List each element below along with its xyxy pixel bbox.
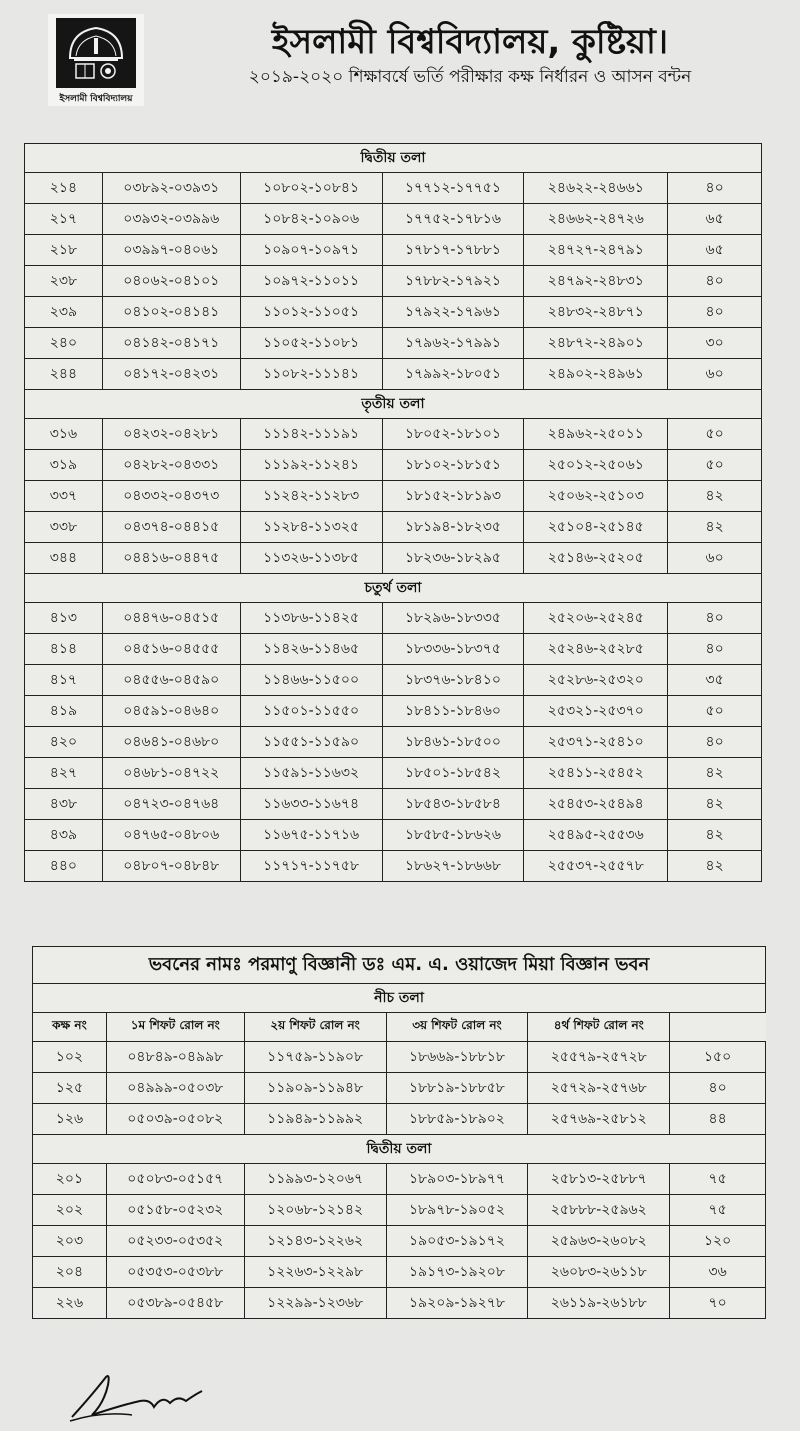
seat-count: ৪০ [668, 603, 762, 634]
shift-3-roll-range: ১৯২০৯-১৯২৭৮ [386, 1288, 528, 1319]
shift-4-roll-range: ২৪৬৬২-২৪৭২৬ [524, 204, 668, 235]
shift-4-roll-range: ২৪৮৭২-২৪৯০১ [524, 328, 668, 359]
table-row [33, 1226, 766, 1257]
shift-1-roll-range: ০৩৯৯৭-০৪০৬১ [102, 235, 240, 266]
shift-2-roll-range: ১১৯৯৩-১২০৬৭ [244, 1164, 386, 1195]
table-row [25, 820, 762, 851]
table-row [25, 665, 762, 696]
shift-1-roll-range: ০৪৪১৬-০৪৪৭৫ [102, 543, 240, 574]
shift-2-roll-range: ১১৫০১-১১৫৫০ [240, 696, 382, 727]
shift-2-roll-range: ১১৫৯১-১১৬৩২ [240, 758, 382, 789]
shift-2-roll-range: ১০৯০৭-১০৯৭১ [240, 235, 382, 266]
shift-2-roll-range: ১২২৯৯-১২৩৬৮ [244, 1288, 386, 1319]
room-number: ১২৬ [33, 1104, 107, 1135]
table-row [25, 173, 762, 204]
shift-4-roll-range: ২৫৮১৩-২৫৮৮৭ [528, 1164, 670, 1195]
shift-1-roll-range: ০৪৭২৩-০৪৭৬৪ [102, 789, 240, 820]
table-row [25, 512, 762, 543]
shift-1-roll-range: ০৪২৮২-০৪৩৩১ [102, 450, 240, 481]
seat-count: ৩৬ [670, 1257, 766, 1288]
shift-2-roll-range: ১১৬৭৫-১১৭১৬ [240, 820, 382, 851]
room-number: ২১৪ [25, 173, 103, 204]
shift-4-roll-range: ২৫৪৫৩-২৫৪৯৪ [524, 789, 668, 820]
room-number: ২৩৯ [25, 297, 103, 328]
room-number: ২০১ [33, 1164, 107, 1195]
shift-2-roll-range: ১১০১২-১১০৫১ [240, 297, 382, 328]
shift-2-roll-range: ১১৪৬৬-১১৫০০ [240, 665, 382, 696]
table-row [25, 696, 762, 727]
shift-1-roll-range: ০৪১০২-০৪১৪১ [102, 297, 240, 328]
shift-3-roll-range: ১৮৪১১-১৮৪৬০ [382, 696, 524, 727]
table-row [25, 359, 762, 390]
shift-4-roll-range: ২৫৭২৯-২৫৭৬৮ [528, 1073, 670, 1104]
seat-count: ৫০ [668, 419, 762, 450]
shift-3-roll-range: ১৮১৫২-১৮১৯৩ [382, 481, 524, 512]
column-header: ৩য় শিফট রোল নং [386, 1013, 528, 1042]
seat-count: ১২০ [670, 1226, 766, 1257]
shift-2-roll-range: ১১১৯২-১১২৪১ [240, 450, 382, 481]
shift-4-roll-range: ২৫৫৩৭-২৫৫৭৮ [524, 851, 668, 882]
seat-count: ৪২ [668, 851, 762, 882]
floor-heading: দ্বিতীয় তলা [33, 1135, 766, 1164]
shift-3-roll-range: ১৯১৭৩-১৯২০৮ [386, 1257, 528, 1288]
seat-allocation-table-2 [32, 946, 766, 1319]
shift-3-roll-range: ১৯০৫৩-১৯১৭২ [386, 1226, 528, 1257]
table-row [25, 634, 762, 665]
shift-2-roll-range: ১০৮৪২-১০৯০৬ [240, 204, 382, 235]
room-number: ৩৪৪ [25, 543, 103, 574]
shift-3-roll-range: ১৮৯৭৮-১৯০৫২ [386, 1195, 528, 1226]
shift-2-roll-range: ১১৩২৬-১১৩৮৫ [240, 543, 382, 574]
shift-2-roll-range: ১১২৮৪-১১৩২৫ [240, 512, 382, 543]
room-number: ২০২ [33, 1195, 107, 1226]
room-number: ৪১৭ [25, 665, 103, 696]
floor-heading: নীচ তলা [33, 984, 766, 1013]
shift-4-roll-range: ২৫০১২-২৫০৬১ [524, 450, 668, 481]
seat-count: ৫০ [668, 696, 762, 727]
shift-4-roll-range: ২৫৭৬৯-২৫৮১২ [528, 1104, 670, 1135]
shift-2-roll-range: ১১৯৪৯-১১৯৯২ [244, 1104, 386, 1135]
shift-2-roll-range: ১০৯৭২-১১০১১ [240, 266, 382, 297]
shift-1-roll-range: ০৪২৩২-০৪২৮১ [102, 419, 240, 450]
shift-1-roll-range: ০৫১৫৮-০৫২৩২ [106, 1195, 244, 1226]
table-row [25, 481, 762, 512]
shift-3-roll-range: ১৮৫৪৩-১৮৫৮৪ [382, 789, 524, 820]
table-row [25, 419, 762, 450]
shift-4-roll-range: ২৫২০৬-২৫২৪৫ [524, 603, 668, 634]
shift-4-roll-range: ২৪৯৬২-২৫০১১ [524, 419, 668, 450]
room-number: ৪১৯ [25, 696, 103, 727]
shift-3-roll-range: ১৮৮৫৯-১৮৯০২ [386, 1104, 528, 1135]
shift-1-roll-range: ০৪৬৮১-০৪৭২২ [102, 758, 240, 789]
table-row [25, 603, 762, 634]
shift-4-roll-range: ২৫০৬২-২৫১০৩ [524, 481, 668, 512]
shift-2-roll-range: ১২২৬৩-১২২৯৮ [244, 1257, 386, 1288]
shift-1-roll-range: ০৫০৮৩-০৫১৫৭ [106, 1164, 244, 1195]
shift-4-roll-range: ২৫৯৬৩-২৬০৮২ [528, 1226, 670, 1257]
shift-3-roll-range: ১৮০৫২-১৮১০১ [382, 419, 524, 450]
room-number: ৪৩৮ [25, 789, 103, 820]
seat-count: ৪০ [668, 173, 762, 204]
table-row [25, 851, 762, 882]
shift-1-roll-range: ০৪১৪২-০৪১৭১ [102, 328, 240, 359]
room-number: ২০৪ [33, 1257, 107, 1288]
shift-1-roll-range: ০৫৩৮৯-০৫৪৫৮ [106, 1288, 244, 1319]
shift-3-roll-range: ১৮৩৭৬-১৮৪১০ [382, 665, 524, 696]
seat-count: ৪২ [668, 820, 762, 851]
floor-row [25, 144, 762, 173]
shift-4-roll-range: ২৫৫৭৯-২৫৭২৮ [528, 1042, 670, 1073]
shift-2-roll-range: ১১৩৮৬-১১৪২৫ [240, 603, 382, 634]
floor-row [25, 390, 762, 419]
floor-row [33, 984, 766, 1013]
shift-4-roll-range: ২৫৪৯৫-২৫৫৩৬ [524, 820, 668, 851]
shift-2-roll-range: ১১০৮২-১১১৪১ [240, 359, 382, 390]
shift-1-roll-range: ০৪০৬২-০৪১০১ [102, 266, 240, 297]
shift-3-roll-range: ১৮৮১৯-১৮৮৫৮ [386, 1073, 528, 1104]
shift-4-roll-range: ২৫২৪৬-২৫২৮৫ [524, 634, 668, 665]
room-number: ২৩৮ [25, 266, 103, 297]
shift-4-roll-range: ২৪৮৩২-২৪৮৭১ [524, 297, 668, 328]
shift-4-roll-range: ২৪৭২৭-২৪৭৯১ [524, 235, 668, 266]
seat-count: ৫০ [668, 450, 762, 481]
university-logo [48, 14, 144, 106]
building-name: ভবনের নামঃ পরমাণু বিজ্ঞানী ডঃ এম. এ. ওয়াজেদ মিয়া বিজ্ঞান ভবন [33, 947, 766, 984]
table-row [25, 450, 762, 481]
seat-count: ৪২ [668, 789, 762, 820]
shift-3-roll-range: ১৮৫৮৫-১৮৬২৬ [382, 820, 524, 851]
shift-3-roll-range: ১৮১৯৪-১৮২৩৫ [382, 512, 524, 543]
seat-count: ৪০ [670, 1073, 766, 1104]
shift-1-roll-range: ০৪৪৭৬-০৪৫১৫ [102, 603, 240, 634]
shift-4-roll-range: ২৫৩৭১-২৫৪১০ [524, 727, 668, 758]
shift-2-roll-range: ১১৭৫৯-১১৯০৮ [244, 1042, 386, 1073]
shift-1-roll-range: ০৪৫৫৬-০৪৫৯০ [102, 665, 240, 696]
shift-2-roll-range: ১১০৫২-১১০৮১ [240, 328, 382, 359]
room-number: ৪২৭ [25, 758, 103, 789]
shift-3-roll-range: ১৭৯৬২-১৭৯৯১ [382, 328, 524, 359]
room-number: ৩৩৮ [25, 512, 103, 543]
seat-count: ১৫০ [670, 1042, 766, 1073]
shift-1-roll-range: ০৫২৩৩-০৫৩৫২ [106, 1226, 244, 1257]
shift-3-roll-range: ১৮৬২৭-১৮৬৬৮ [382, 851, 524, 882]
room-number: ২১৮ [25, 235, 103, 266]
seat-count: ৬০ [668, 359, 762, 390]
room-number: ২৪৪ [25, 359, 103, 390]
column-header: ১ম শিফট রোল নং [106, 1013, 244, 1042]
column-header: ২য় শিফট রোল নং [244, 1013, 386, 1042]
seat-count: ৪০ [668, 266, 762, 297]
shift-3-roll-range: ১৭৯২২-১৭৯৬১ [382, 297, 524, 328]
header-empty-cell [670, 1013, 766, 1042]
shift-2-roll-range: ১২০৬৮-১২১৪২ [244, 1195, 386, 1226]
shift-3-roll-range: ১৮৫০১-১৮৫৪২ [382, 758, 524, 789]
column-header: কক্ষ নং [33, 1013, 107, 1042]
shift-4-roll-range: ২৫৪১১-২৫৪৫২ [524, 758, 668, 789]
shift-2-roll-range: ১০৮০২-১০৮৪১ [240, 173, 382, 204]
shift-4-roll-range: ২৬০৮৩-২৬১১৮ [528, 1257, 670, 1288]
seat-allocation-table-1 [24, 143, 762, 882]
building-name-row [33, 947, 766, 984]
shift-3-roll-range: ১৭৮১৭-১৭৮৮১ [382, 235, 524, 266]
room-number: ২৪০ [25, 328, 103, 359]
column-header: ৪র্থ শিফট রোল নং [528, 1013, 670, 1042]
shift-2-roll-range: ১২১৪৩-১২২৬২ [244, 1226, 386, 1257]
seat-count: ৬৫ [668, 204, 762, 235]
seat-count: ৪২ [668, 481, 762, 512]
table-row [33, 1288, 766, 1319]
column-header-row [33, 1013, 766, 1042]
shift-2-roll-range: ১১৫৫১-১১৫৯০ [240, 727, 382, 758]
room-number: ১০২ [33, 1042, 107, 1073]
shift-2-roll-range: ১১৯০৯-১১৯৪৮ [244, 1073, 386, 1104]
table-row [25, 543, 762, 574]
shift-3-roll-range: ১৮২৯৬-১৮৩৩৫ [382, 603, 524, 634]
table-row [25, 266, 762, 297]
table-row [25, 235, 762, 266]
seat-count: ৭৫ [670, 1164, 766, 1195]
shift-4-roll-range: ২৬১১৯-২৬১৮৮ [528, 1288, 670, 1319]
room-number: ৩১৬ [25, 419, 103, 450]
shift-1-roll-range: ০৪৯৯৯-০৫০৩৮ [106, 1073, 244, 1104]
shift-4-roll-range: ২৫৮৮৮-২৫৯৬২ [528, 1195, 670, 1226]
seat-count: ৪০ [668, 634, 762, 665]
seat-count: ৩৫ [668, 665, 762, 696]
shift-4-roll-range: ২৫১০৪-২৫১৪৫ [524, 512, 668, 543]
room-number: ১২৫ [33, 1073, 107, 1104]
shift-3-roll-range: ১৮৯০৩-১৮৯৭৭ [386, 1164, 528, 1195]
seat-count: ৪৪ [670, 1104, 766, 1135]
shift-1-roll-range: ০৪৫১৬-০৪৫৫৫ [102, 634, 240, 665]
seat-count: ৭৫ [670, 1195, 766, 1226]
shift-4-roll-range: ২৫২৮৬-২৫৩২০ [524, 665, 668, 696]
seat-count: ৪২ [668, 512, 762, 543]
table-row [33, 1164, 766, 1195]
table-row [25, 328, 762, 359]
table-row [25, 789, 762, 820]
table-row [33, 1257, 766, 1288]
shift-1-roll-range: ০৩৮৯২-০৩৯৩১ [102, 173, 240, 204]
shift-2-roll-range: ১১৬৩৩-১১৬৭৪ [240, 789, 382, 820]
shift-1-roll-range: ০৩৯৩২-০৩৯৯৬ [102, 204, 240, 235]
shift-3-roll-range: ১৮৩৩৬-১৮৩৭৫ [382, 634, 524, 665]
shift-3-roll-range: ১৭৮৮২-১৭৯২১ [382, 266, 524, 297]
room-number: ৪১৪ [25, 634, 103, 665]
table-row [25, 727, 762, 758]
seat-count: ৬৫ [668, 235, 762, 266]
room-number: ২২৬ [33, 1288, 107, 1319]
room-number: ৪১৩ [25, 603, 103, 634]
shift-1-roll-range: ০৪৮০৭-০৪৮৪৮ [102, 851, 240, 882]
table-row [33, 1073, 766, 1104]
shift-4-roll-range: ২৪৬২২-২৪৬৬১ [524, 173, 668, 204]
shift-3-roll-range: ১৮২৩৬-১৮২৯৫ [382, 543, 524, 574]
seat-count: ৪০ [668, 297, 762, 328]
floor-heading: দ্বিতীয় তলা [25, 144, 762, 173]
room-number: ৪৩৯ [25, 820, 103, 851]
shift-1-roll-range: ০৪৩৭৪-০৪৪১৫ [102, 512, 240, 543]
room-number: ২১৭ [25, 204, 103, 235]
shift-1-roll-range: ০৪৫৯১-০৪৬৪০ [102, 696, 240, 727]
shift-4-roll-range: ২৪৭৯২-২৪৮৩১ [524, 266, 668, 297]
shift-4-roll-range: ২৫৩২১-২৫৩৭০ [524, 696, 668, 727]
table-row [25, 297, 762, 328]
floor-row [25, 574, 762, 603]
shift-3-roll-range: ১৮১০২-১৮১৫১ [382, 450, 524, 481]
seat-count: ৪০ [668, 727, 762, 758]
shift-3-roll-range: ১৭৭১২-১৭৭৫১ [382, 173, 524, 204]
seat-count: ৪২ [668, 758, 762, 789]
seat-count: ৬০ [668, 543, 762, 574]
table-row [25, 204, 762, 235]
shift-1-roll-range: ০৪৬৪১-০৪৬৮০ [102, 727, 240, 758]
shift-1-roll-range: ০৪৩৩২-০৪৩৭৩ [102, 481, 240, 512]
university-title: ইসলামী বিশ্ববিদ্যালয়, কুষ্টিয়া। [271, 22, 669, 62]
shift-1-roll-range: ০৪৮৪৯-০৪৯৯৮ [106, 1042, 244, 1073]
seat-count: ৭০ [670, 1288, 766, 1319]
floor-heading: চতুর্থ তলা [25, 574, 762, 603]
room-number: ৪২০ [25, 727, 103, 758]
shift-3-roll-range: ১৭৭৫২-১৭৮১৬ [382, 204, 524, 235]
signature-icon [62, 1365, 212, 1429]
floor-heading: তৃতীয় তলা [25, 390, 762, 419]
room-number: ৩১৯ [25, 450, 103, 481]
room-number: ৩৩৭ [25, 481, 103, 512]
logo-caption: ইসলামী বিশ্ববিদ্যালয় [59, 94, 133, 104]
room-number: ৪৪০ [25, 851, 103, 882]
shift-2-roll-range: ১১৪২৬-১১৪৬৫ [240, 634, 382, 665]
table-row [33, 1042, 766, 1073]
table-row [33, 1104, 766, 1135]
shift-3-roll-range: ১৮৪৬১-১৮৫০০ [382, 727, 524, 758]
room-number: ২০৩ [33, 1226, 107, 1257]
shift-2-roll-range: ১১১৪২-১১১৯১ [240, 419, 382, 450]
shift-3-roll-range: ১৭৯৯২-১৮০৫১ [382, 359, 524, 390]
shift-1-roll-range: ০৫০৩৯-০৫০৮২ [106, 1104, 244, 1135]
shift-1-roll-range: ০৪১৭২-০৪২৩১ [102, 359, 240, 390]
seat-count: ৩০ [668, 328, 762, 359]
shift-3-roll-range: ১৮৬৬৯-১৮৮১৮ [386, 1042, 528, 1073]
shift-1-roll-range: ০৫৩৫৩-০৫৩৮৮ [106, 1257, 244, 1288]
shift-1-roll-range: ০৪৭৬৫-০৪৮০৬ [102, 820, 240, 851]
document-subtitle: ২০১৯-২০২০ শিক্ষাবর্ষে ভর্তি পরীক্ষার কক্ষ নির্ধারন ও আসন বন্টন [248, 67, 692, 87]
shift-4-roll-range: ২৪৯০২-২৪৯৬১ [524, 359, 668, 390]
logo-emblem-icon [56, 18, 136, 88]
shift-2-roll-range: ১১৭১৭-১১৭৫৮ [240, 851, 382, 882]
table-row [25, 758, 762, 789]
shift-2-roll-range: ১১২৪২-১১২৮৩ [240, 481, 382, 512]
floor-row [33, 1135, 766, 1164]
table-row [33, 1195, 766, 1226]
shift-4-roll-range: ২৫১৪৬-২৫২০৫ [524, 543, 668, 574]
